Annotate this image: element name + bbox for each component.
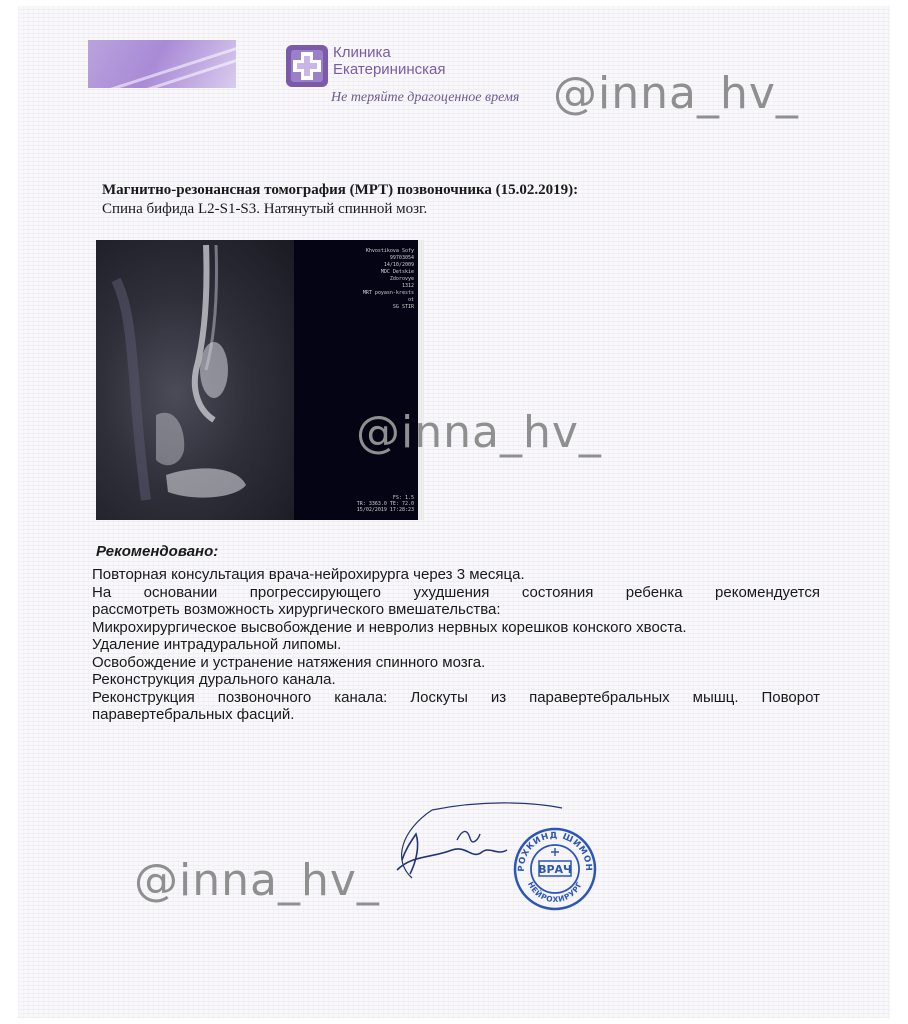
recommendation-line: Повторная консультация врача-нейрохирурга через 3 месяца. xyxy=(92,566,525,583)
recommendation-line: На основании прогрессирующего ухудшения состояния ребенка рекомендуется xyxy=(92,583,820,601)
scan-meta-line: 15/02/2019 17:28:23 xyxy=(356,507,414,513)
mri-scan-metadata-top xyxy=(354,248,414,311)
header-banner xyxy=(88,40,236,88)
recommendation-line: Реконструкция дурального канала. xyxy=(92,671,336,688)
clinic-logo-icon xyxy=(283,42,331,90)
scan-meta-line: 99703054 xyxy=(389,255,414,261)
recommendation-line: Освобождение и устранение натяжения спинного мозга. xyxy=(92,653,486,671)
scan-meta-line: 1312 xyxy=(401,283,414,289)
mri-scan-tissue xyxy=(96,240,294,520)
scan-meta-line: MRT poyasn-krests ot xyxy=(362,290,414,303)
watermark-top: @inna_hv_ xyxy=(553,68,799,119)
scan-meta-line: MDC Detskie Zdorovye xyxy=(380,269,414,282)
stamp-center-text: ВРАЧ xyxy=(538,863,572,876)
scan-meta-line: SG STIR xyxy=(392,304,414,310)
recommendation-line: Реконструкция позвоночного канала: Лоскуты из паравертебральных мышц. Поворот xyxy=(92,688,820,706)
recommendations-list xyxy=(92,566,820,724)
scan-meta-line: FS: 1.5 xyxy=(392,495,414,501)
clinic-name-line2: Екатерининская xyxy=(333,61,446,78)
recommendation-line: паравертебральных фасций. xyxy=(92,706,295,723)
stamp-caduceus-icon xyxy=(551,848,559,856)
watermark-bottom: @inna_hv_ xyxy=(134,855,380,906)
recommendation-line: Микрохирургическое высвобождение и невролиз нервных корешков конского хвоста. xyxy=(92,618,687,636)
mri-scan-metadata-bottom xyxy=(354,495,414,513)
spine-image xyxy=(96,240,294,520)
mri-finding: Спина бифида L2-S1-S3. Натянутый спинной мозг. xyxy=(102,201,428,217)
clinic-name-line1: Клиника xyxy=(333,44,391,61)
watermark-middle: @inna_hv_ xyxy=(356,407,602,458)
scan-meta-line: Khvostikova Sofy xyxy=(365,248,414,254)
mri-scan-image xyxy=(96,240,424,520)
stamp-ring-bottom: НЕЙРОХИРУРГ xyxy=(525,880,585,905)
doctor-stamp xyxy=(512,826,598,912)
recommendation-line: Удаление интрадуральной липомы. xyxy=(92,636,342,653)
scan-meta-line: 14/10/2009 xyxy=(383,262,414,268)
clinic-name xyxy=(333,44,445,78)
recommendation-line: рассмотреть возможность хирургического вмешательства: xyxy=(92,601,501,618)
mri-scan-edge xyxy=(418,240,424,520)
scan-meta-line: TR: 3363.0 TE: 72.0 xyxy=(356,501,414,507)
mri-title: Магнитно-резонансная томография (МРТ) позвоночника (15.02.2019): xyxy=(102,182,579,198)
stamp-ring-top: РОХКИНД ШИМОН xyxy=(516,830,594,872)
clinic-slogan: Не теряйте драгоценное время xyxy=(331,90,520,105)
recommendations-heading: Рекомендовано: xyxy=(96,543,219,560)
